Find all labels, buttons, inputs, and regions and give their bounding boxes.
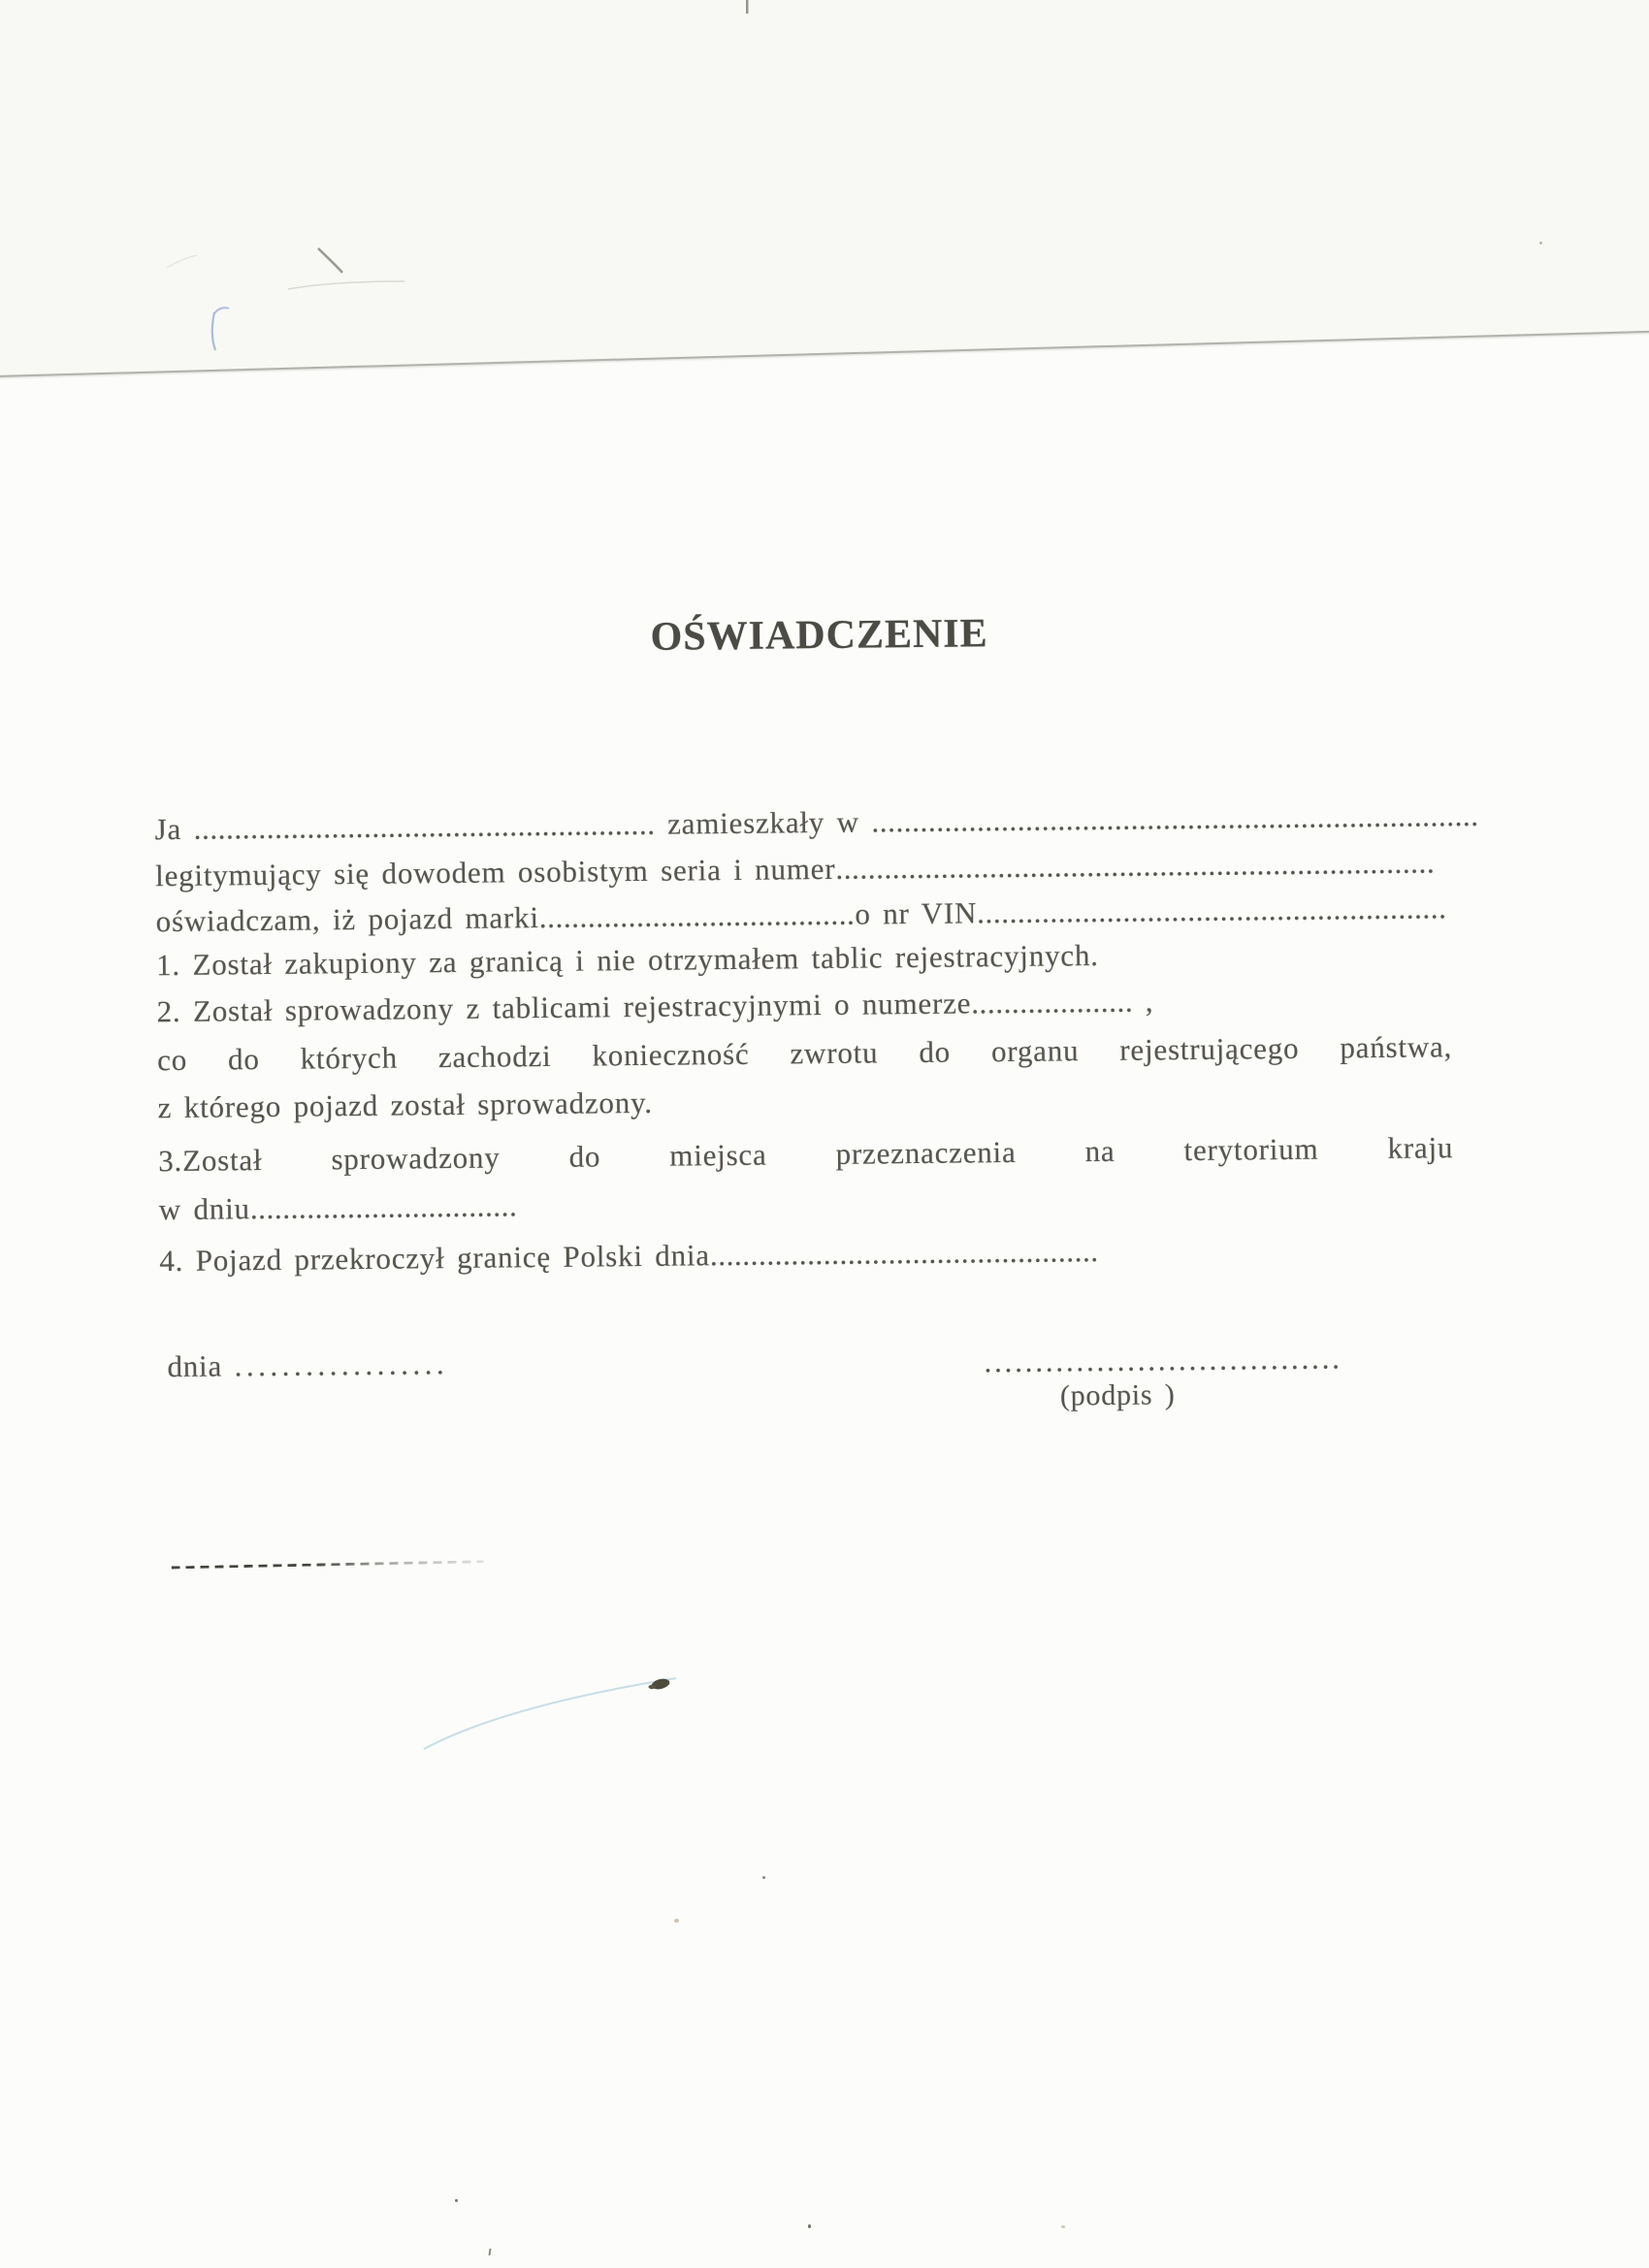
dotted-blank-plate-number: ....................: [971, 984, 1134, 1021]
point3-date-label: w dniu: [158, 1191, 251, 1227]
declaration-point-3-date: [159, 1189, 518, 1226]
point4-text: 4. Pojazd przekroczył granicę Polski dnia: [159, 1238, 711, 1279]
declaration-point-2-end: z którego pojazd został sprowadzony.: [157, 1085, 654, 1125]
signature-line: [984, 1342, 1342, 1378]
dotted-blank-id-number: ..........................................................................: [835, 845, 1436, 886]
signature-caption: (podpis ): [1059, 1378, 1176, 1412]
declaration-line-2: [155, 846, 1435, 892]
dotted-blank-make: .......................................: [538, 896, 856, 935]
footer-date-label: dnia: [167, 1348, 235, 1384]
dust-speck: [1539, 242, 1542, 244]
footer-date: [167, 1347, 448, 1383]
document-title: OŚWIADCZENIE: [650, 611, 988, 660]
line1-prefix: Ja: [154, 811, 194, 847]
dotted-blank-address: ...........................................................................: [871, 797, 1479, 839]
dust-speck: [762, 1876, 765, 1879]
dotted-blank-vin: ..........................................................: [976, 891, 1447, 930]
dust-speck: [1061, 2225, 1065, 2228]
handwritten-dashed-line: [172, 1560, 484, 1569]
declaration-point-3: 3.Został sprowadzony do miejsca przeznaczenia na terytorium kraju: [158, 1130, 1454, 1179]
dust-speck: [808, 2224, 811, 2228]
declaration-point-2: [156, 985, 1153, 1028]
declaration-line-3: [155, 891, 1446, 938]
declaration-point-4: [159, 1235, 1099, 1278]
dotted-blank-signature: ...................................: [984, 1341, 1342, 1379]
dotted-blank-footer-date: ..................: [234, 1346, 449, 1383]
line1-residence-label: zamieszkały w: [655, 804, 872, 841]
declaration-point-1: 1. Został zakupiony za granicą i nie otrzymałem tablic rejestracyjnych.: [155, 938, 1099, 983]
point2-text: 2. Został sprowadzony z tablicami rejestracyjnymi o numerze: [156, 986, 972, 1029]
declaration-point-2-cont: co do których zachodzi konieczność zwrotu do organu rejestrującego państwa,: [156, 1029, 1453, 1078]
line3-vin-label: o nr VIN: [855, 895, 978, 931]
dust-speck: [455, 2199, 458, 2202]
dotted-blank-border-date: ................................................: [709, 1234, 1099, 1273]
declaration-line-1: [154, 799, 1478, 846]
line3-make-label: oświadczam, iż pojazd marki: [155, 900, 539, 939]
dust-speck: [674, 1919, 679, 1923]
dotted-blank-arrival-date: .................................: [249, 1188, 518, 1226]
line2-id-label: legitymujący się dowodem osobistym seria i numer: [154, 851, 836, 893]
point2-comma: ,: [1133, 984, 1154, 1019]
dotted-blank-name: .........................................................: [193, 806, 656, 846]
